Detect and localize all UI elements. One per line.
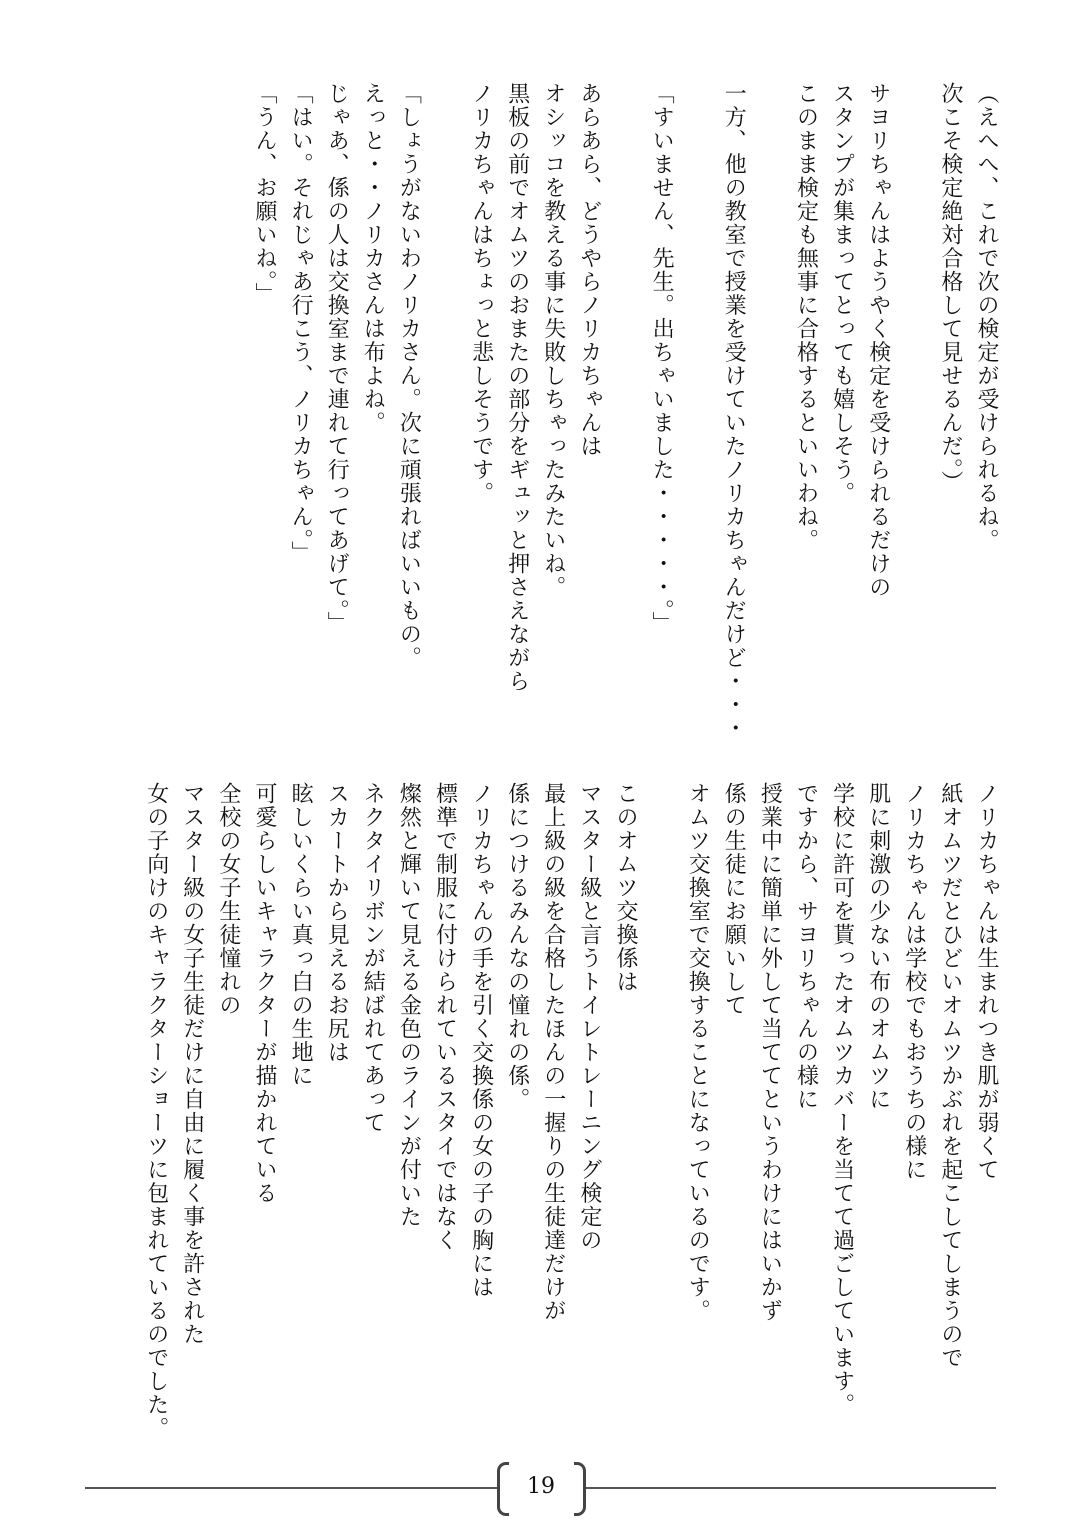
text-line: スカートから見えるお尻は — [324, 782, 350, 1064]
text-line: （えへへ、これで次の検定が受けられるね。 — [974, 82, 999, 552]
text-line: 「すいません、先生。出ちゃいました・・・・・。」 — [649, 82, 675, 635]
text-line: あらあら、どうやらノリカちゃんは — [576, 82, 602, 458]
footer-rule-right — [586, 1487, 996, 1489]
text-line: 「うん、お願いね。」 — [252, 82, 277, 306]
text-line: 燦然と輝いて見える金色のラインが付いた — [396, 782, 422, 1229]
text-line: オシッコを教える事に失敗しちゃったみたいね。 — [540, 82, 566, 599]
footer-rule-left — [85, 1487, 497, 1489]
page-number-bracket-right — [574, 1462, 586, 1516]
text-line: じゃあ、係の人は交換室まで連れて行ってあげて。」 — [324, 82, 350, 635]
text-line: 次こそ検定絶対合格して見せるんだ。） — [937, 82, 963, 494]
text-line: マスター級と言うトイレトレーニング検定の — [576, 782, 602, 1252]
text-line: ノリカちゃんの手を引く交換係の女の子の胸には — [468, 782, 494, 1299]
text-line: サヨリちゃんはようやく検定を受けられるだけの — [865, 82, 891, 599]
text-line: えっと・・ノリカさんは布よね。 — [360, 82, 386, 435]
text-line: このまま検定も無事に合格するといいわね。 — [793, 82, 819, 552]
text-line: 可愛らしいキャラクターが描かれている — [252, 782, 277, 1205]
text-line: このオムツ交換係は — [613, 782, 638, 994]
text-line: 標準で制服に付けられているスタイではなく — [432, 782, 458, 1252]
text-line: 最上級の級を合格したほんの一握りの生徒達だけが — [540, 782, 566, 1323]
page-number-bracket-left — [497, 1462, 509, 1516]
text-line: ノリカちゃんは生まれつき肌が弱くて — [974, 782, 999, 1182]
text-line: 係の生徒にお願いして — [721, 782, 747, 1017]
text-line: 眩しいくらい真っ白の生地に — [288, 782, 314, 1088]
text-line: 一方、他の教室で授業を受けていたノリカちゃんだけど・・・ — [721, 82, 747, 740]
text-line: マスター級の女子生徒だけに自由に履く事を許された — [179, 782, 205, 1346]
text-line: ノリカちゃんはちょっと悲しそうです。 — [468, 82, 494, 505]
text-line: 「しょうがないわノリカさん。次に頑張ればいいもの。 — [396, 82, 422, 670]
text-line: 授業中に簡単に外して当ててというわけにはいかず — [757, 782, 783, 1323]
text-line: 係につけるみんなの憧れの係。 — [504, 782, 530, 1111]
text-line: 黒板の前でオムツのおまたの部分をギュッと押さえながら — [504, 82, 530, 693]
text-line: 肌に刺激の少ない布のオムツに — [865, 782, 891, 1111]
text-line: スタンプが集まってとっても嬉しそう。 — [829, 82, 855, 505]
text-line: 女の子向けのキャラクターショーツに包まれているのでした。 — [143, 782, 169, 1440]
text-line: 学校に許可を貰ったオムツカバーを当てて過ごしています。 — [829, 782, 855, 1417]
page-number: 19 — [527, 1474, 555, 1499]
text-line: オムツ交換室で交換することになっているのです。 — [685, 782, 711, 1323]
text-line: ノリカちゃんは学校でもおうちの様に — [901, 782, 927, 1182]
text-line: ネクタイリボンが結ばれてあって — [360, 782, 386, 1135]
text-line: 紙オムツだとひどいオムツかぶれを起こしてしまうので — [937, 782, 963, 1370]
text-line: 「はい。それじゃあ行こう、ノリカちゃん。」 — [288, 82, 314, 565]
text-line: 全校の女子生徒憧れの — [215, 782, 241, 1017]
text-line: ですから、サヨリちゃんの様に — [793, 782, 819, 1111]
